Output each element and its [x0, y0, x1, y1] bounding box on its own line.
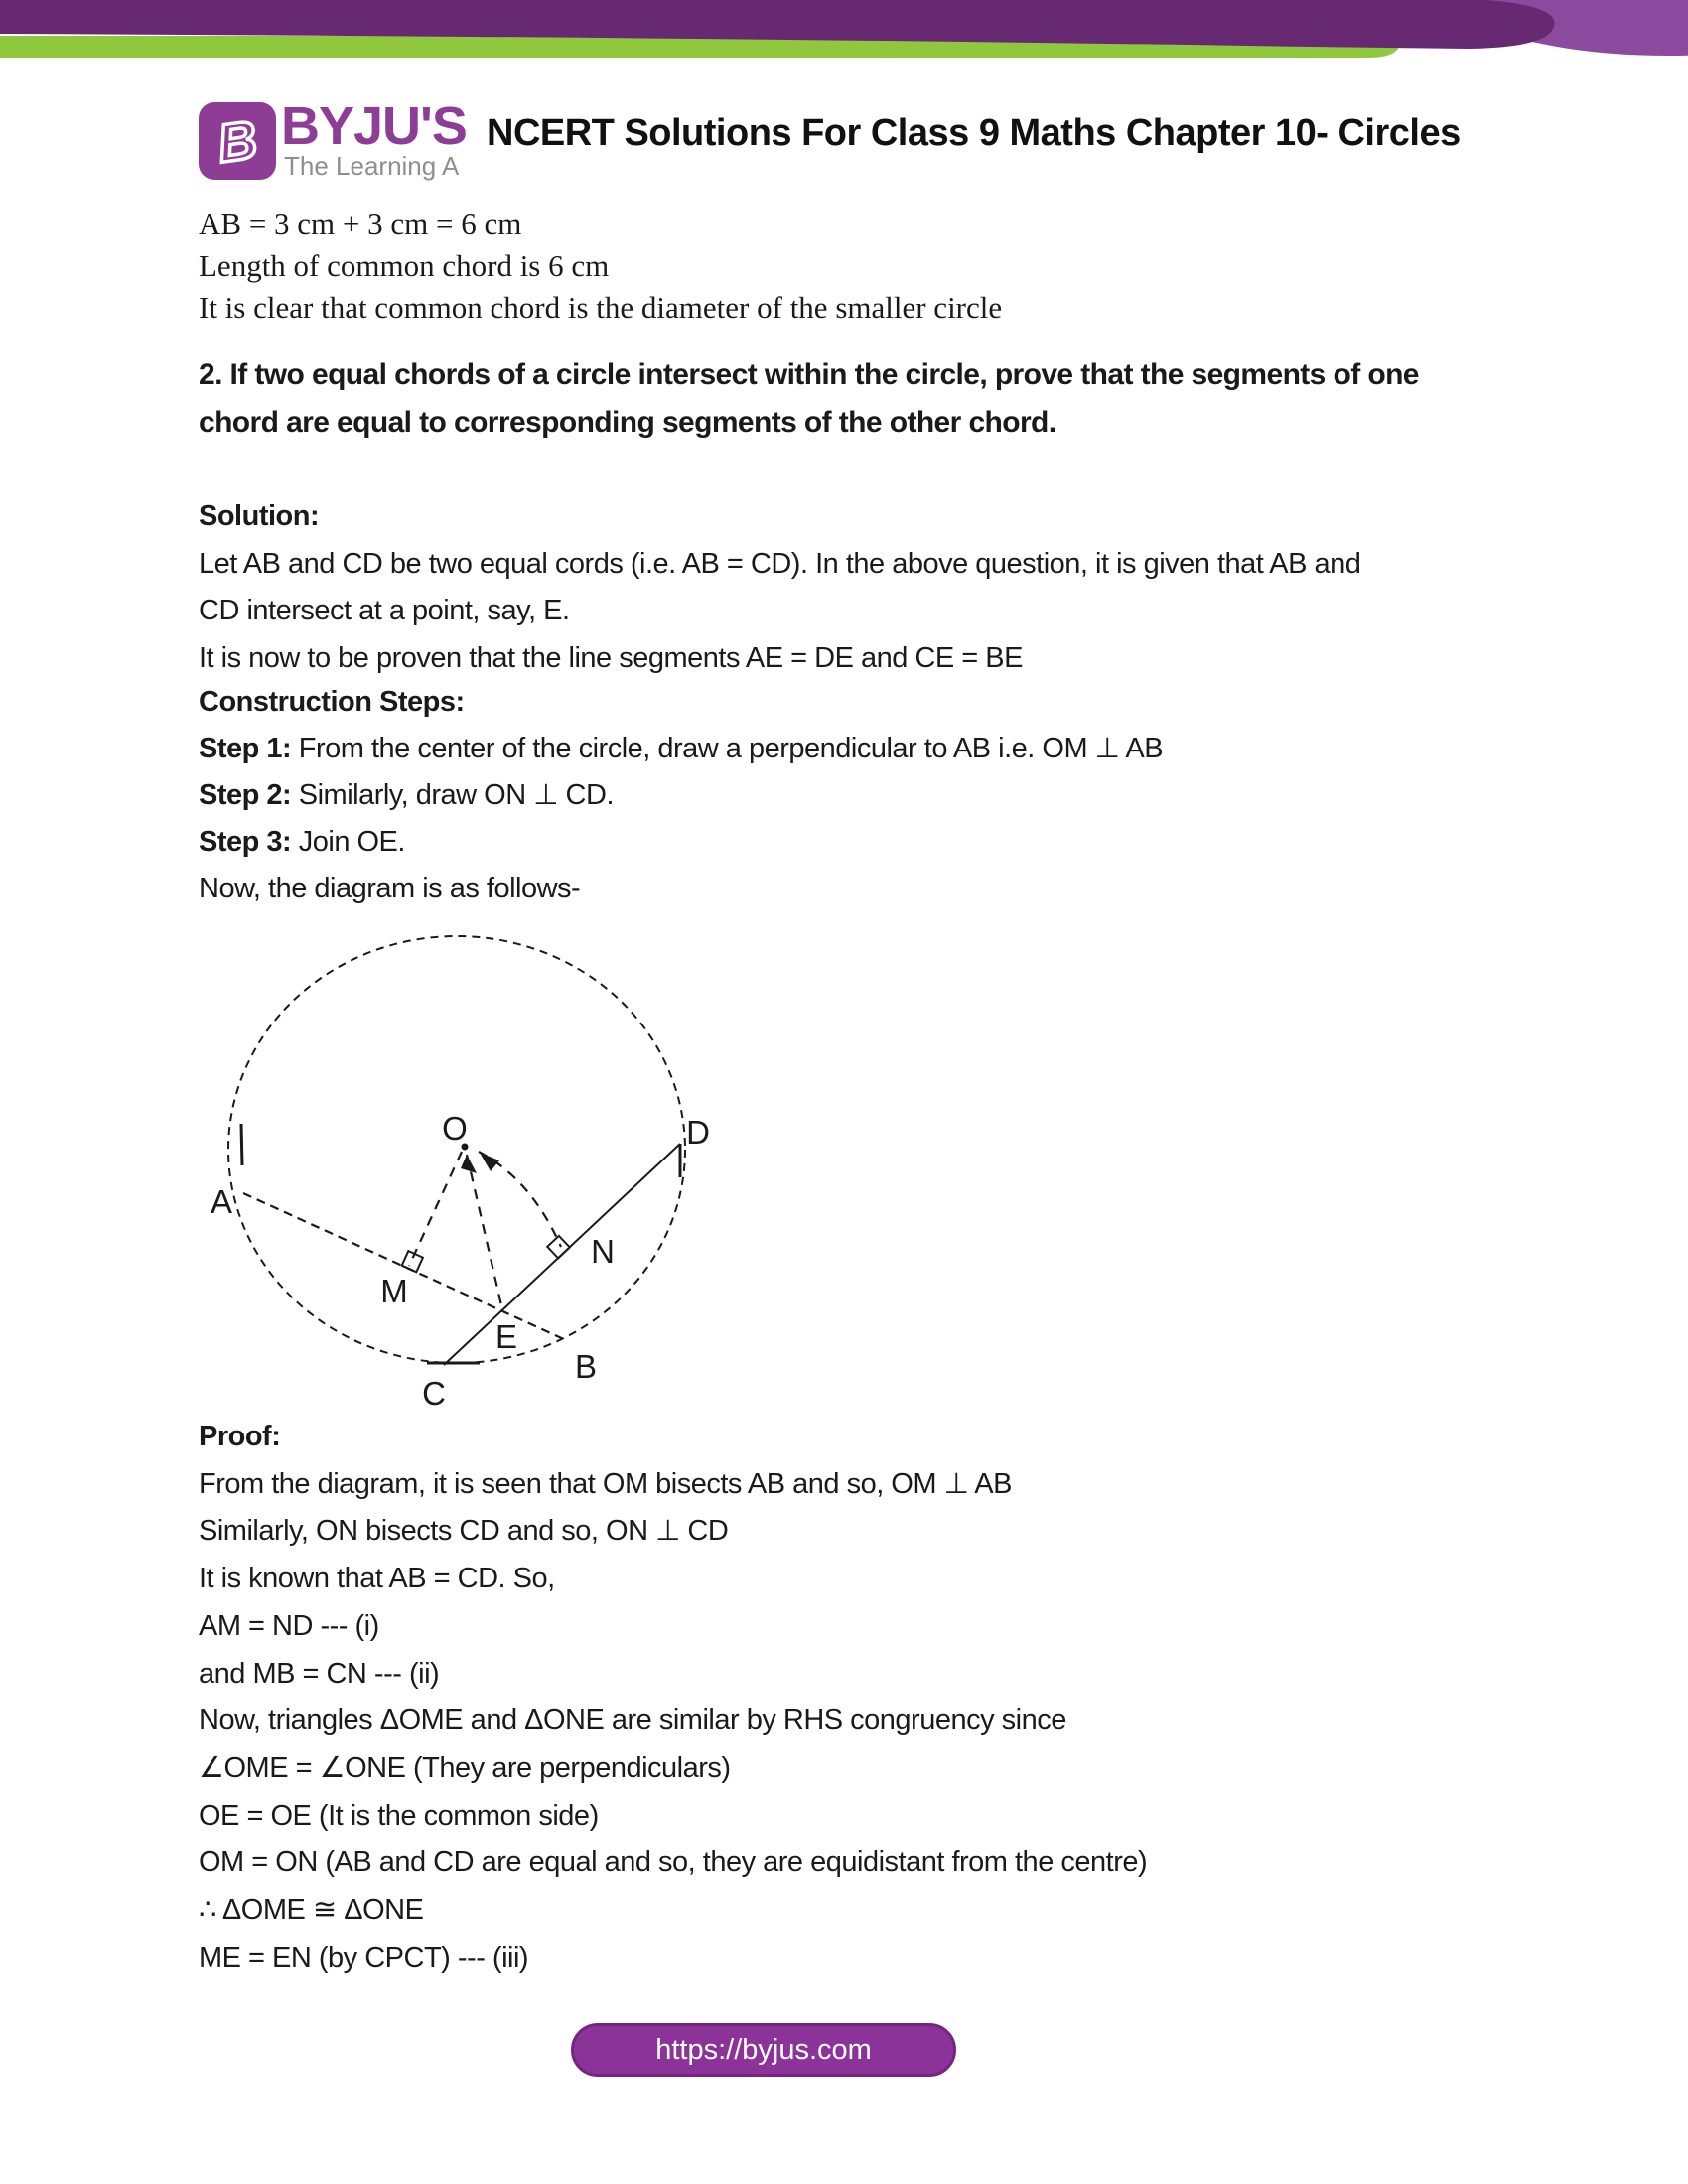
step-label: Step 1:	[199, 733, 292, 764]
svg-text:B: B	[213, 109, 261, 175]
step-text: From the center of the circle, draw a perpendicular to AB i.e. OM ⊥ AB	[291, 733, 1164, 764]
construction-step	[199, 772, 1163, 819]
label-N: N	[591, 1233, 615, 1270]
proof-line: and MB = CN --- (ii)	[199, 1657, 440, 1690]
solution-heading: Solution:	[199, 500, 320, 532]
solution-line: Let AB and CD be two equal cords (i.e. AB = CD). In the above question, it is given that AB and	[199, 547, 1361, 580]
proof-line: Similarly, ON bisects CD and so, ON ⊥ CD	[199, 1515, 729, 1548]
arrowhead	[461, 1155, 477, 1173]
solution-block	[199, 493, 1360, 682]
step-label: Step 3:	[199, 826, 292, 858]
byjus-brand-text: BYJU'S	[281, 96, 467, 156]
right-angle-marker-M	[402, 1251, 423, 1272]
solution-line: It is now to be proven that the line segments AE = DE and CE = BE	[199, 641, 1023, 674]
byjus-b-icon	[199, 102, 276, 180]
segment-OM	[409, 1152, 462, 1266]
proof-line: AM = ND --- (i)	[199, 1609, 379, 1642]
step-text: Similarly, draw ON ⊥ CD.	[291, 779, 614, 811]
byjus-url-button[interactable]: https://byjus.com	[571, 2023, 956, 2077]
proof-line: It is known that AB = CD. So,	[199, 1563, 555, 1595]
step-text: Join OE.	[291, 826, 405, 858]
construction-step	[199, 726, 1163, 772]
right-angle-marker-N	[547, 1236, 570, 1259]
proof-line: OE = OE (It is the common side)	[199, 1799, 599, 1832]
proof-line: Now, triangles ΔOME and ΔONE are similar by RHS congruency since	[199, 1705, 1066, 1737]
pen-stroke	[241, 1124, 242, 1165]
question-text	[199, 351, 1419, 447]
proof-line: From the diagram, it is seen that OM bisects AB and so, OM ⊥ AB	[199, 1467, 1012, 1500]
question-line: chord are equal to corresponding segments of the other chord.	[199, 406, 1056, 439]
proof-line: OM = ON (AB and CD are equal and so, they are equidistant from the centre)	[199, 1846, 1148, 1879]
intro-line: AB = 3 cm + 3 cm = 6 cm	[199, 206, 522, 241]
proof-heading: Proof:	[199, 1421, 281, 1452]
segment-OE	[467, 1155, 501, 1305]
diagram-note: Now, the diagram is as follows-	[199, 873, 581, 904]
byjus-logo-tile	[199, 102, 276, 180]
label-M: M	[380, 1273, 408, 1309]
label-E: E	[494, 1318, 518, 1355]
label-D: D	[686, 1114, 710, 1151]
intro-block	[199, 204, 1002, 329]
construction-heading: Construction Steps:	[199, 686, 465, 718]
solution-line: CD intersect at a point, say, E.	[199, 595, 570, 626]
proof-line: ME = EN (by CPCT) --- (iii)	[199, 1941, 529, 1974]
label-C: C	[422, 1375, 446, 1412]
intro-line: It is clear that common chord is the diameter of the smaller circle	[199, 290, 1003, 325]
circle-diagram	[149, 913, 774, 1420]
construction-block	[199, 679, 1163, 912]
question-line: 2. If two equal chords of a circle intersect within the circle, prove that the segments of one	[199, 358, 1419, 391]
proof-line: ∴ ΔOME ≅ ΔONE	[199, 1894, 424, 1927]
proof-line: ∠OME = ∠ONE (They are perpendiculars)	[199, 1751, 731, 1784]
step-label: Step 2:	[199, 779, 292, 811]
label-B: B	[574, 1348, 598, 1385]
circle-outline	[228, 936, 685, 1363]
intro-line: Length of common chord is 6 cm	[199, 248, 610, 283]
page-title: NCERT Solutions For Class 9 Maths Chapter 10- Circles	[487, 112, 1461, 154]
label-O: O	[442, 1110, 468, 1147]
label-A: A	[210, 1183, 233, 1220]
arrowhead	[480, 1153, 499, 1171]
construction-step	[199, 819, 1163, 866]
byjus-tagline: The Learning A	[284, 151, 460, 181]
proof-block	[199, 1414, 1147, 1981]
header-decoration	[0, 0, 1688, 91]
